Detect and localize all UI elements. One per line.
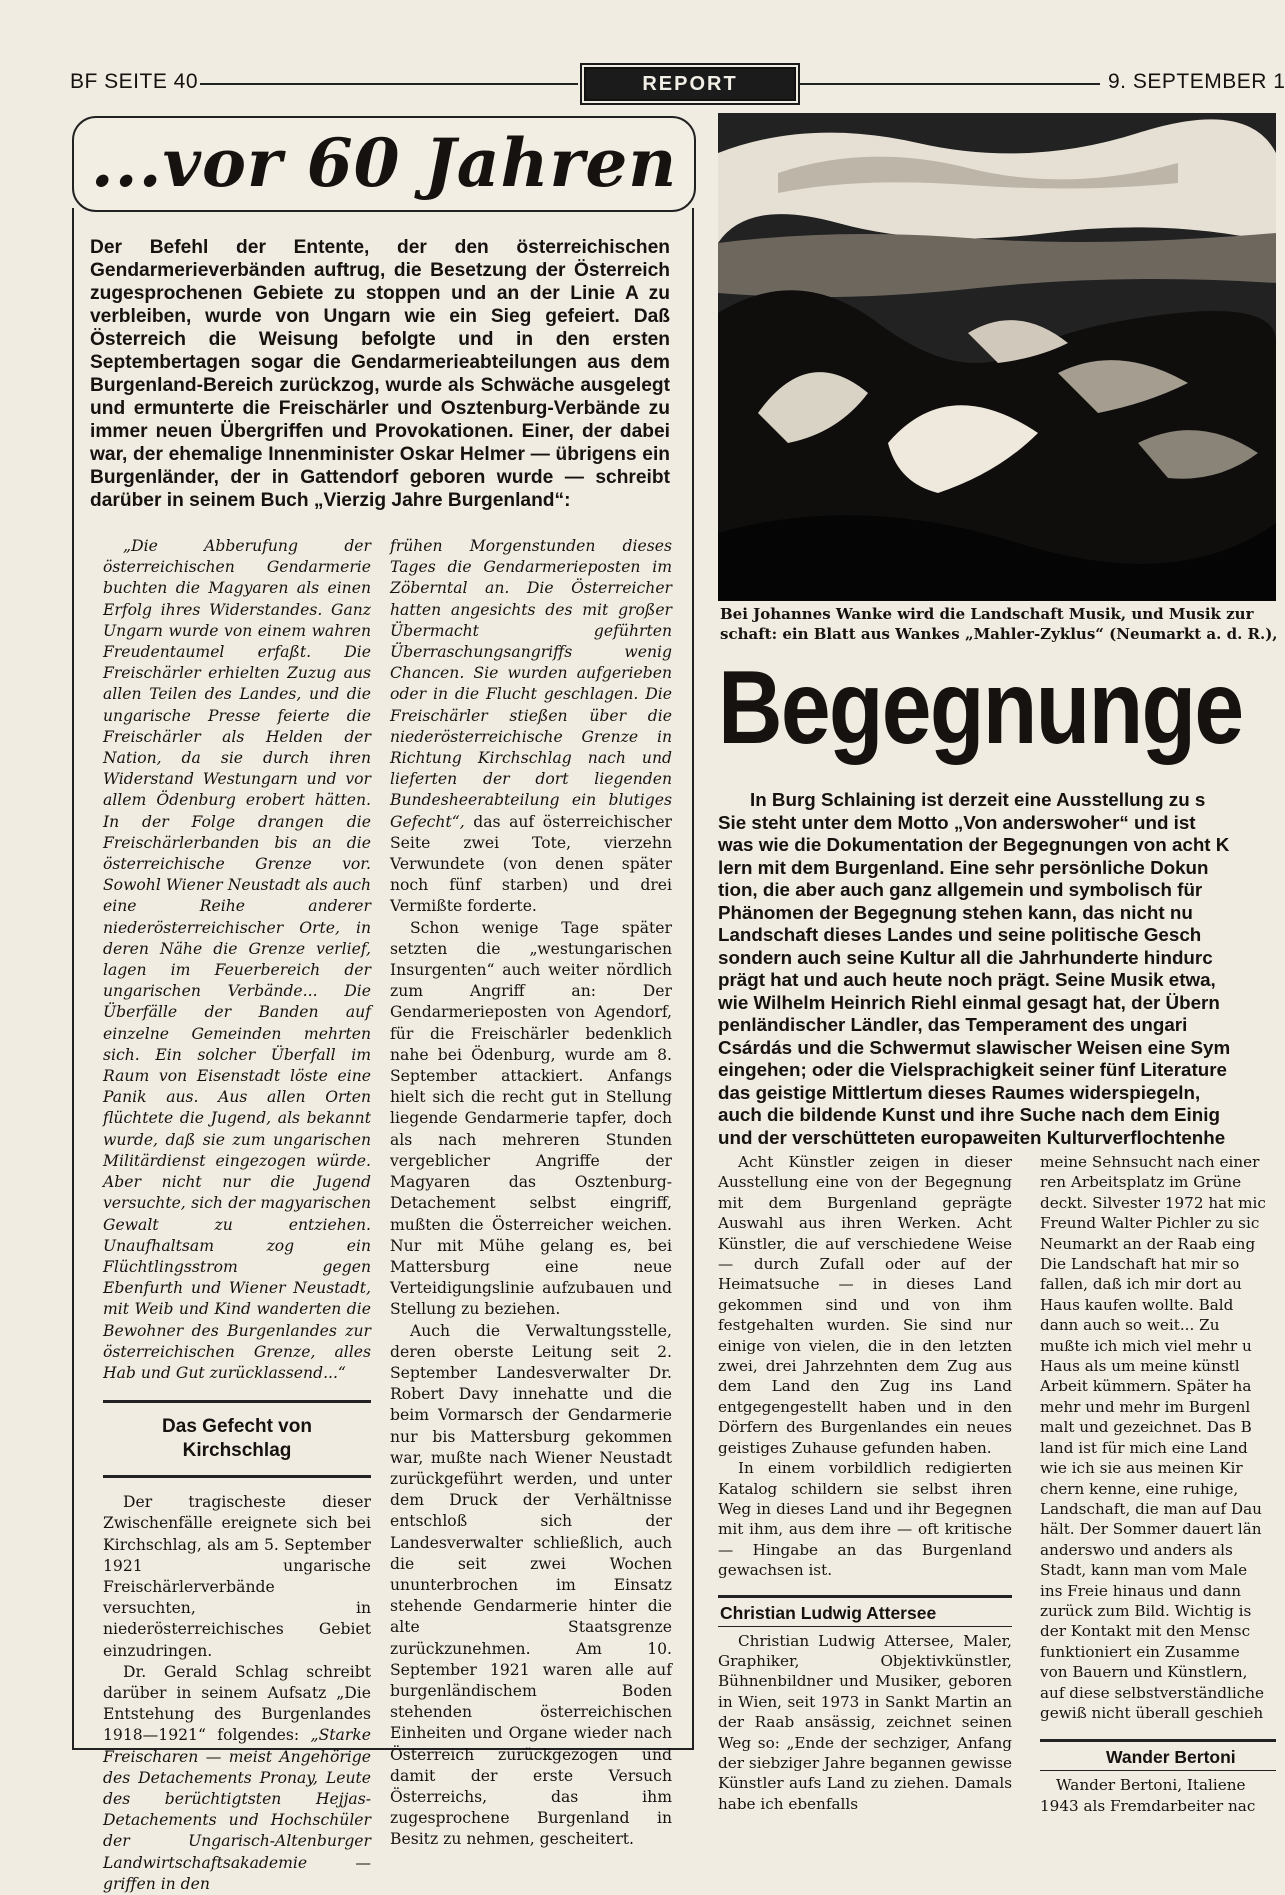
- col-b-line-13: mehr und mehr im Burgenl: [1040, 1397, 1251, 1416]
- article-title-box: [72, 116, 696, 212]
- right-column-a: [718, 1152, 1012, 1813]
- helmer-quote: „Die Abberufung der österreichischen Gendarmerie buchten die Magyaren als einen Erfolg ihres Widerstandes. Ganz Ungarn wurde von einem wahren Freudentaumel erfaßt. Die Freischärler erhielten Zuzug aus allen Teilen des Landes, und die ungarische Presse feierte die Freischärler als Helden der Nation, da sie durch ihren Widerstand Westungarn und vor allem Ödenburg erobert hätten. In der Folge drangen die Freischärlerbanden bis an die österreichische Grenze vor. Sowohl Wiener Neustadt als auch eine Reihe anderer niederösterreichischer Orte, in deren Nähe die Grenze verlief, lagen im Feuerbereich der ungarischen Verbände... Die Überfälle der Banden auf einzelne Gemeinden mehrten sich. Ein solcher Überfall im Raum von Eisenstadt löste eine Panik aus. Aus allen Orten flüchtete die Jugend, als bekannt wurde, daß sie zum ungarischen Militärdienst eingezogen würde. Aber nicht nur die Jugend versuchte, sich der magyarischen Gewalt zu entziehen. Unaufhaltsam zog ein Flüchtlingsstrom gegen Ebenfurth und Wiener Neustadt, mit Weib und Kind wanderten die Bewohner des Burgenlandes zur österreichischen Grenze, alles Hab und Gut zurücklassend...“: [103, 537, 371, 1382]
- issue-date: 9. SEPTEMBER 1: [1108, 70, 1285, 93]
- katalog-paragraph: In einem vorbildlich redigierten Katalog schildern sie selbst ihren Weg in dieses Land und ihr Begegnen mit ihm, aus dem ihre — oft kritische — Hingabe an das Burgenland gewachsen ist.: [718, 1459, 1012, 1580]
- schlag-paragraph: [103, 1662, 371, 1895]
- col-b-line-23: zurück zum Bild. Wichtig is: [1040, 1601, 1252, 1620]
- artwork-photo: [718, 113, 1276, 601]
- column-2: [390, 536, 672, 1849]
- right-lead: [718, 789, 1276, 1153]
- col-b-line-6: Die Landschaft hat mir so: [1040, 1255, 1240, 1274]
- lead-line-11: penländischer Ländler, das Temperament des ungari: [718, 1014, 1188, 1035]
- col-b-line-18: Landschaft, die man auf Dau: [1040, 1499, 1262, 1518]
- headline: Begegnunge: [718, 650, 1243, 766]
- col-b-line-15: land ist für mich eine Land: [1040, 1438, 1248, 1457]
- page-label: BF SEITE 40: [70, 70, 199, 93]
- lead-line-9: prägt hat und auch heute noch prägt. Seine Musik etwa,: [718, 969, 1216, 990]
- col-b-line-20: anderswo und anders als: [1040, 1540, 1233, 1559]
- section-badge: REPORT: [584, 67, 796, 101]
- lead-line-15: auch die bildende Kunst und ihre Suche nach dem Einig: [718, 1104, 1220, 1125]
- schlag-intro: Dr. Gerald Schlag schreibt darüber in seinem Aufsatz „Die Entstehung des Burgenlandes 1918—1921“ folgendes:: [103, 1662, 371, 1745]
- subheading-attersee: Christian Ludwig Attersee: [720, 1602, 937, 1623]
- col-b-line-22: ins Freie hinaus und dann: [1040, 1581, 1242, 1600]
- right-column-b: [1040, 1152, 1276, 1815]
- lead-line-1: In Burg Schlaining ist derzeit eine Ausstellung zu s: [750, 789, 1206, 810]
- col-b-line-16: wie ich sie aus meinen Kir: [1040, 1459, 1243, 1478]
- col-b-line-17: chern kenne, eine ruhige,: [1040, 1479, 1239, 1498]
- schlag-quote-continued: [390, 536, 672, 918]
- lead-line-5: tion, die aber auch ganz allgemein und symbolisch für: [718, 879, 1203, 900]
- col-b-line-21: Stadt, kann man vom Male: [1040, 1561, 1248, 1580]
- col-b-tail-2: 1943 als Fremdarbeiter nac: [1040, 1796, 1256, 1815]
- lead-line-13: eingehen; oder die Vielsprachigkeit seiner fünf Literature: [718, 1059, 1227, 1080]
- col-b-line-14: malt und gezeichnet. Das B: [1040, 1418, 1252, 1437]
- bertoni-rule-bottom: [1040, 1770, 1276, 1771]
- col-b-line-2: ren Arbeitsplatz im Grüne: [1040, 1173, 1242, 1192]
- acht-kuenstler-paragraph: Acht Künstler zeigen in dieser Ausstellung eine von der Begegnung mit dem Burgenland geprägte Auswahl aus ihren Werken. Acht Künstler, die auf verschiedene Weise — durch Zufall oder auf der Heimatsuche — in dieses Land gekommen sind und von ihm festgehalten wurden. Sie sind nur einige von vielen, die in den letzten zwei, drei Jahrzehnten dem Zug aus dem Land den Zug ins Land entgegengestellt haben und in den Dörfern des Burgenlandes ein neues geistiges Zuhause gefunden haben.: [718, 1153, 1012, 1457]
- schlag-quote: „Starke Freischaren — meist Angehörige des Detachements Pronay, Leute des berüchtigtsten Hejjas-Detachements und Hochschüler der Ungarisch-Altenburger Landwirtschaftsakademie — griffen in den: [103, 1726, 371, 1893]
- lead-line-14: das geistige Mittlertum dieses Raumes widerspiegeln,: [718, 1081, 1201, 1103]
- subhead-rule-bottom: [103, 1475, 371, 1478]
- col-b-line-7: fallen, daß ich mir dort au: [1040, 1275, 1242, 1294]
- col-b-line-12: Arbeit kümmern. Später ha: [1040, 1377, 1252, 1396]
- col-b-line-8: Haus kaufen wollte. Bald: [1040, 1295, 1234, 1314]
- col-b-line-27: auf diese selbstverständliche: [1040, 1683, 1264, 1702]
- col-b-line-9: dann auch so weit... Zu: [1040, 1316, 1220, 1335]
- lead-line-10: wie Wilhelm Heinrich Riehl einmal gesagt hat, der Übern: [718, 991, 1220, 1013]
- schlag-quote-cont-text: frühen Morgenstunden dieses Tages die Gendarmerieposten im Zöberntal an. Die Österreicher hatten angesichts des mit großer Übermacht geführten Überraschungsangriffs wenig Chancen. Sie wurden aufgerieben oder in die Flucht geschlagen. Die Freischärler stießen über die niederösterreichische Grenze in Richtung Kirchschlag nach und lieferten der dort liegenden Bundesheerabteilung ein blutiges Gefecht“,: [390, 537, 672, 831]
- col-b-line-11: Haus als um meine künstl: [1040, 1357, 1240, 1376]
- col-b-line-28: gewiß nicht überall geschieh: [1040, 1703, 1264, 1722]
- col-b-line-5: Neumarkt an der Raab eing: [1040, 1234, 1256, 1253]
- col-b-line-25: funktioniert ein Zusamme: [1040, 1642, 1240, 1661]
- lead-line-2: Sie steht unter dem Motto „Von anderswoher“ und ist: [718, 811, 1196, 833]
- col-b-tail-1: Wander Bertoni, Italiene: [1056, 1776, 1246, 1795]
- col-b-line-24: der Kontakt mit den Mensc: [1040, 1622, 1251, 1641]
- article-lead: Der Befehl der Entente, der den österreichischen Gendarmerieverbänden auftrug, die Besetzung der Österreich zugesprochenen Gebiete zu stoppen und an der Linie A zu verbleiben, wurde von Ungarn wie ein Sieg gefeiert. Daß Österreich die Weisung befolgte und in den ersten Septembertagen sogar die Gendarmerieabteilungen aus dem Burgenland-Bereich zurückzog, wurde als Schwäche ausgelegt und ermunterte die Freischärler und Osztenburg-Verbände zu immer neuen Übergriffen und Provokationen. Einer, der dabei war, der ehemalige Innenminister Oskar Helmer — übrigens ein Burgenländer, der in Gattendorf geboren wurde — schreibt darüber in seinem Buch „Vierzig Jahre Burgenland“:: [90, 237, 670, 511]
- col-b-line-4: Freund Walter Pichler zu sic: [1040, 1214, 1260, 1233]
- article-title: ...vor 60 Jahren: [90, 124, 678, 202]
- landscape-artwork-image: [718, 113, 1276, 601]
- lead-line-7: Landschaft dieses Landes und seine politische Gesch: [718, 924, 1202, 945]
- lead-line-12: Csárdás und die Schwermut slawischer Weisen eine Sym: [718, 1036, 1231, 1058]
- col-b-line-10: mußte ich mich viel mehr u: [1040, 1336, 1252, 1355]
- lead-line-8: sondern auch seine Kultur all die Jahrhunderte hindurc: [718, 946, 1213, 968]
- headline-wrap: [718, 650, 1276, 771]
- col-b-line-19: hält. Der Sommer dauert län: [1040, 1520, 1262, 1539]
- header-rule-right: [800, 83, 1100, 85]
- col-b-line-1: meine Sehnsucht nach einer: [1040, 1153, 1260, 1171]
- lead-line-6: Phänomen der Begegnung stehen kann, das nicht nu: [718, 901, 1193, 923]
- agendorf-paragraph: Schon wenige Tage später setzten die „westungarischen Insurgenten“ auch weiter nördlich zum Angriff an: Der Gendarmerieposten von Agendorf, für die Freischärler bedenklich nahe bei Ödenburg, wurde am 8. September attackiert. Anfangs hielt sich die recht gut in Stellung liegende Gendarmerie tapfer, doch als nach mehreren Stunden vergeblicher Angriffe der Magyaren das Osztenburg-Detachement selbst eingriff, mußten die Österreicher weichen. Nur mit Mühe gelang es, bei Mattersburg eine neue Verteidigungslinie aufzubauen und Stellung zu beziehen.: [390, 918, 672, 1319]
- col-b-line-3: deckt. Silvester 1972 hat mic: [1040, 1193, 1266, 1212]
- subheading-kirchschlag: Das Gefecht von Kirchschlag: [162, 1416, 312, 1462]
- lead-line-4: lern mit dem Burgenland. Eine sehr persönliche Dokun: [718, 856, 1209, 878]
- verwaltung-paragraph: Auch die Verwaltungsstelle, deren oberste Leitung seit 2. September Landesverwalter Dr. Robert Davy innehatte und die beim Vormarsch der Gendarmerie nur bis Mattersburg gekommen war, mußte nach Wiener Neustadt zurückgeführt werden, und unter dem Druck der Verhältnisse entschloß sich der Landesverwalter schließlich, auch die seit zwei Wochen ununterbrochen im Einsatz stehende Gendarmerie hinter die alte Staatsgrenze zurückzunehmen. Am 10. September 1921 waren alle auf burgenländischem Boden stehenden österreichischen Einheiten und Organe wieder nach Österreich zurückgezogen und damit der erste Versuch Österreichs, das ihm zugesprochene Burgenland in Besitz zu nehmen, gescheitert.: [390, 1321, 672, 1849]
- kirchschlag-paragraph: Der tragischeste dieser Zwischenfälle ereignete sich bei Kirchschlag, als am 5. September 1921 ungarische Freischärlerverbände versuchten, in niederösterreichisches Gebiet einzudringen.: [103, 1493, 371, 1660]
- lead-line-3: was wie die Dokumentation der Begegnungen von acht K: [718, 834, 1230, 855]
- col-b-line-26: von Bauern und Künstlern,: [1040, 1663, 1248, 1682]
- attersee-rule-bottom: [718, 1626, 1012, 1627]
- column-1: [103, 536, 371, 1893]
- photo-caption-line-2: schaft: ein Blatt aus Wankes „Mahler-Zyklus“ (Neumarkt a. d. R.),: [720, 625, 1278, 643]
- subheading-bertoni: Wander Bertoni: [1106, 1747, 1236, 1768]
- lead-line-16: und der verschütteten europaweiten Kulturverflochtenhe: [718, 1126, 1226, 1148]
- attersee-paragraph: Christian Ludwig Attersee, Maler, Graphiker, Objektivkünstler, Bühnenbildner und Musiker, geboren in Wien, seit 1973 in Sankt Martin an der Raab ansässig, zeichnet seinen Weg so: „Ende der sechziger, Anfang der siebziger Jahre begannen gewisse Künstler aufs Land zu ziehen. Damals habe ich ebenfalls: [718, 1631, 1012, 1813]
- header-rule-left: [200, 83, 578, 85]
- schlag-quote-cont-tail: das auf österreichischer Seite zwei Tote, vierzehn Verwundete (von denen später noch fünf starben) und drei Vermißte forderte.: [390, 812, 672, 916]
- photo-caption-line-1: Bei Johannes Wanke wird die Landschaft Musik, und Musik zur: [720, 605, 1254, 623]
